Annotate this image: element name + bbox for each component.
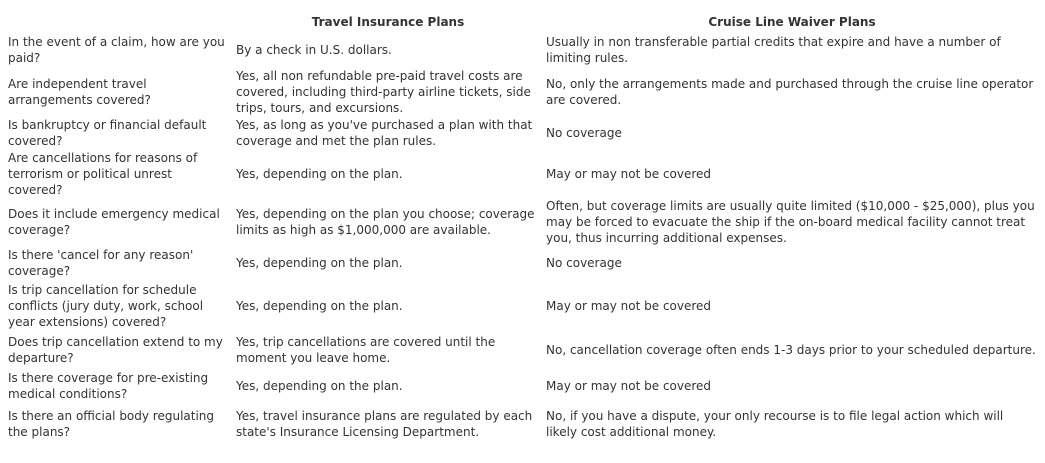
- header-cruise-waiver: Cruise Line Waiver Plans: [708, 15, 876, 29]
- header-row: [5, 14, 1041, 32]
- table-header: [5, 14, 1041, 32]
- table-row: [5, 68, 1041, 116]
- travel-cell: Yes, trip cancellations are covered until the moment you leave home.: [236, 335, 496, 365]
- travel-cell: By a check in U.S. dollars.: [236, 43, 392, 57]
- question-cell: Is bankruptcy or financial default covered?: [8, 118, 207, 148]
- table-row: [5, 246, 1041, 280]
- question-cell: Is trip cancellation for schedule conflicts (jury duty, work, school year extensions) covered?: [8, 283, 204, 329]
- question-cell: In the event of a claim, how are you paid?: [8, 35, 225, 65]
- header-travel-insurance: Travel Insurance Plans: [311, 15, 465, 29]
- travel-cell: Yes, depending on the plan.: [236, 379, 403, 393]
- cruise-cell: Often, but coverage limits are usually quite limited ($10,000 - $25,000), plus you may be forced to evacuate the ship if the on-board medical facility cannot treat you, thus incurring additional expenses.: [546, 199, 1035, 245]
- cruise-cell: No coverage: [546, 126, 622, 140]
- travel-cell: Yes, all non refundable pre-paid travel costs are covered, including third-party airline tickets, side trips, tours, and excursions.: [236, 69, 531, 115]
- table-row: [5, 404, 1041, 444]
- question-cell: Is there 'cancel for any reason' coverage?: [8, 248, 194, 278]
- question-cell: Are independent travel arrangements covered?: [8, 77, 151, 107]
- question-cell: Does trip cancellation extend to my departure?: [8, 335, 223, 365]
- travel-cell: Yes, depending on the plan.: [236, 167, 403, 181]
- cruise-cell: May or may not be covered: [546, 167, 712, 181]
- cruise-cell: No, cancellation coverage often ends 1-3 days prior to your scheduled departure.: [546, 343, 1036, 357]
- cruise-cell: No, only the arrangements made and purchased through the cruise line operator are covered.: [546, 77, 1034, 107]
- table-row: [5, 198, 1041, 246]
- table-row: [5, 116, 1041, 150]
- table-body: [5, 32, 1041, 444]
- question-cell: Is there coverage for pre-existing medical conditions?: [8, 371, 209, 401]
- cruise-cell: No, if you have a dispute, your only recourse is to file legal action which will likely cost additional money.: [546, 409, 1004, 439]
- cruise-cell: May or may not be covered: [546, 299, 712, 313]
- table-row: [5, 368, 1041, 404]
- cruise-cell: No coverage: [546, 256, 622, 270]
- cruise-cell: Usually in non transferable partial credits that expire and have a number of limiting rules.: [546, 35, 1001, 65]
- table-row: [5, 280, 1041, 332]
- question-cell: Is there an official body regulating the plans?: [8, 409, 215, 439]
- travel-cell: Yes, depending on the plan you choose; coverage limits as high as $1,000,000 are available.: [236, 207, 535, 237]
- travel-cell: Yes, depending on the plan.: [236, 256, 403, 270]
- question-cell: Does it include emergency medical coverage?: [8, 207, 220, 237]
- comparison-table: [5, 14, 1041, 444]
- cruise-cell: May or may not be covered: [546, 379, 712, 393]
- table-row: [5, 332, 1041, 368]
- travel-cell: Yes, depending on the plan.: [236, 299, 403, 313]
- travel-cell: Yes, as long as you've purchased a plan with that coverage and met the plan rules.: [236, 118, 533, 148]
- header-question: [5, 14, 233, 32]
- table-row: [5, 150, 1041, 198]
- travel-cell: Yes, travel insurance plans are regulated by each state's Insurance Licensing Department.: [236, 409, 533, 439]
- question-cell: Are cancellations for reasons of terrorism or political unrest covered?: [8, 151, 198, 197]
- table-row: [5, 32, 1041, 68]
